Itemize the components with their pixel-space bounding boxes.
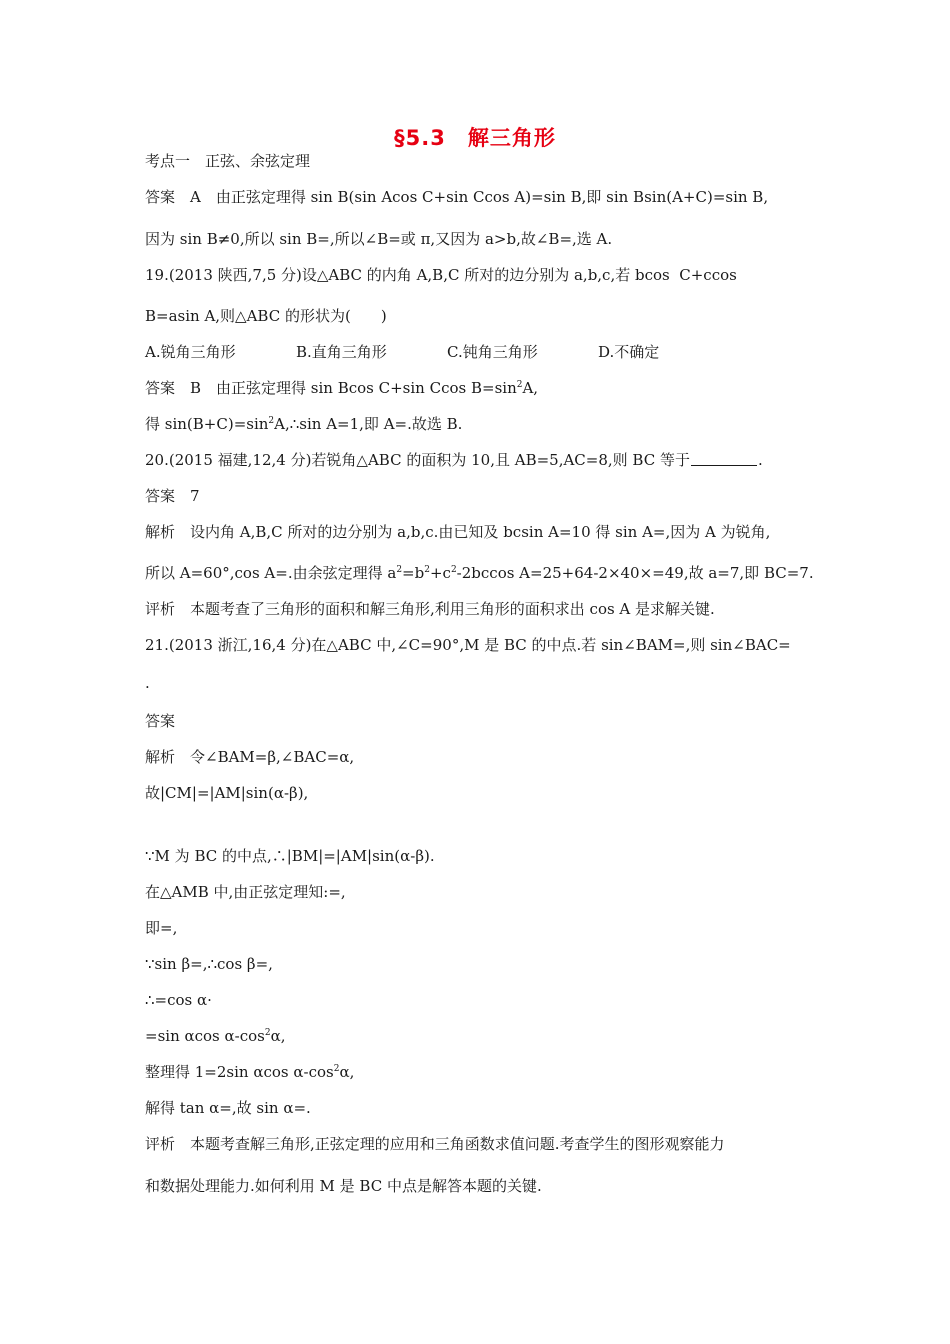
review-21-cont: 和数据处理能力.如何利用 M 是 BC 中点是解答本题的关键. xyxy=(145,1177,542,1195)
question-21-cont: . xyxy=(145,674,150,692)
review-20: 评析 本题考查了三角形的面积和解三角形,利用三角形的面积求出 cos A 是求解关键. xyxy=(145,600,715,618)
analysis-20: 解析 设内角 A,B,C 所对的边分别为 a,b,c.由已知及 bcsin A=10 得 sin A=,因为 A 为锐角, xyxy=(145,523,771,541)
answer-19: 答案 B 由正弦定理得 sin Bcos C+sin Ccos $B=\sin^2A$, xyxy=(145,379,539,397)
question-19-options xyxy=(145,342,659,362)
option-a: A.锐角三角形 xyxy=(145,343,236,361)
analysis-21-step: 在△AMB 中,由正弦定理知:=, xyxy=(145,883,346,901)
section-title: §5.3 解三角形 xyxy=(394,126,556,150)
analysis-20-cont: 所以 A=60°,cos A=.由余弦定理得 $a^2=b^2+c^2-2bccos$ A=25+64-2×40×=49,故 a=7,即 BC=7. xyxy=(145,564,814,582)
answer-20: 答案 7 xyxy=(145,487,200,505)
analysis-21-step: 故|CM|=|AM|sin(α-β), xyxy=(145,784,309,802)
analysis-21-step: =sin αcos $\alpha-\cos^2\alpha$, xyxy=(145,1027,286,1045)
analysis-21-step: ∴=cos α· xyxy=(145,991,212,1009)
topic-heading: 考点一 正弦、余弦定理 xyxy=(145,152,311,170)
analysis-21-step: 即=, xyxy=(145,919,178,937)
option-c: C.钝角三角形 xyxy=(447,343,538,361)
question-20: 20.(2015 福建,12,4 分)若锐角△ABC 的面积为 10,且 AB=5,AC=8,则 BC 等于 . xyxy=(145,451,763,469)
option-d: D.不确定 xyxy=(598,343,660,361)
analysis-21-step: ∵sin β=,∴cos β=, xyxy=(145,955,273,973)
analysis-21: 解析 令∠BAM=β,∠BAC=α, xyxy=(145,748,355,766)
option-b: B.直角三角形 xyxy=(296,343,387,361)
question-19: 19.(2013 陕西,7,5 分)设△ABC 的内角 A,B,C 所对的边分别为 a,b,c,若 bcos C+ccos xyxy=(145,266,737,284)
answer-21: 答案 xyxy=(145,712,176,730)
analysis-21-step: ∵M 为 BC 的中点,∴|BM|=|AM|sin(α-β). xyxy=(145,847,435,865)
review-21: 评析 本题考查解三角形,正弦定理的应用和三角函数求值问题.考查学生的图形观察能力 xyxy=(145,1135,725,1153)
answer-19-cont: 得 $\sin(B+C)=\sin^2A,\therefore\sin$ A=1,即 A=.故选 B. xyxy=(145,415,463,433)
answer-line: 答案 A 由正弦定理得 sin B(sin Acos C+sin Ccos A)=sin B,即 sin Bsin(A+C)=sin B, xyxy=(145,188,769,206)
question-21: 21.(2013 浙江,16,4 分)在△ABC 中,∠C=90°,M 是 BC 的中点.若 sin∠BAM=,则 sin∠BAC= xyxy=(145,636,791,654)
answer-line-cont: 因为 sin B≠0,所以 sin B=,所以∠B=或 π,又因为 a>b,故∠B=,选 A. xyxy=(145,230,613,248)
answer-blank xyxy=(691,451,757,466)
question-19-cont: B=asin A,则△ABC 的形状为( ) xyxy=(145,307,387,325)
analysis-21-step: 整理得 1=2sin αcos $\alpha-\cos^2\alpha$, xyxy=(145,1063,355,1081)
analysis-21-step: 解得 tan α=,故 sin α=. xyxy=(145,1099,311,1117)
